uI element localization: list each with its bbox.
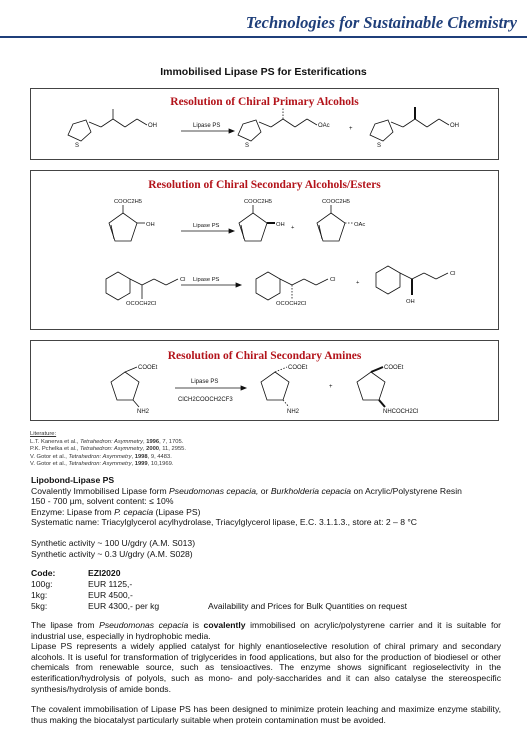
svg-text:NHCOCH2Cl: NHCOCH2Cl xyxy=(383,409,419,415)
scheme-secondary-alcohols xyxy=(30,170,499,330)
svg-text:S: S xyxy=(377,143,382,149)
page-title: Immobilised Lipase PS for Esterifications xyxy=(160,66,367,78)
product-description: Covalently Immobilised Lipase form Pseudomonas cepacia, or Burkholderia cepacia on Acrylic/Polystyrene Resin xyxy=(31,485,462,496)
scheme-title: Resolution of Chiral Primary Alcohols xyxy=(170,96,359,108)
svg-text:Lipase PS: Lipase PS xyxy=(191,379,219,385)
svg-text:OH: OH xyxy=(146,222,155,228)
svg-text:OCOCH2Cl: OCOCH2Cl xyxy=(276,301,307,307)
svg-text:Cl: Cl xyxy=(450,271,456,277)
literature-ref: L.T. Kanerva et al., Tetrahedron: Asymmetry, 1996, 7, 1705. xyxy=(30,438,184,445)
svg-text:OAc: OAc xyxy=(354,222,366,228)
product-name: Lipobond-Lipase PS xyxy=(31,475,115,485)
svg-text:COOEt: COOEt xyxy=(384,365,404,371)
bulk-note: Availability and Prices for Bulk Quantities on request xyxy=(208,601,408,611)
svg-text:OH: OH xyxy=(406,299,415,305)
scheme-title: Resolution of Chiral Secondary Amines xyxy=(167,350,362,362)
svg-text:Cl: Cl xyxy=(180,277,186,283)
svg-text:OH: OH xyxy=(276,222,285,228)
svg-text:COOEt: COOEt xyxy=(138,365,158,371)
pricing-header: Code: EZI2020 xyxy=(31,568,121,578)
literature-ref: V. Gotor et al., Tetrahedron: Asymmetry, 1999, 10,1969. xyxy=(30,461,174,468)
svg-text:OH: OH xyxy=(148,123,157,129)
scheme-primary-alcohols xyxy=(30,88,499,160)
paragraph: The covalent immobilisation of Lipase PS has been designed to minimize protein leaching and maximize enzyme stability, thus making the biocatalyst particularly suitable when protein contamination must be avoided. xyxy=(31,704,501,725)
svg-text:S: S xyxy=(75,143,80,149)
product-activity: Synthetic activity ~ 0.3 U/gdry (A.M. S028) xyxy=(31,548,193,559)
svg-text:COOEt: COOEt xyxy=(288,365,308,371)
literature-heading: Literature: xyxy=(30,431,57,437)
reaction-scheme-amines xyxy=(31,341,498,420)
svg-text:OH: OH xyxy=(450,123,459,129)
svg-text:OCOCH2Cl: OCOCH2Cl xyxy=(126,301,157,307)
reaction-scheme-primary xyxy=(31,89,498,159)
svg-text:+: + xyxy=(356,280,360,286)
product-info xyxy=(31,475,501,559)
scheme-reagent: Lipase PS xyxy=(193,123,221,129)
svg-text:OAc: OAc xyxy=(318,123,330,129)
svg-text:S: S xyxy=(245,143,250,149)
pricing-row: 5kg: EUR 4300,- per kg Availability and Prices for Bulk Quantities on request xyxy=(31,601,408,611)
reaction-scheme-secondary xyxy=(31,171,498,329)
svg-text:+: + xyxy=(349,126,353,132)
product-enzyme: Enzyme: Lipase from P. cepacia (Lipase PS) xyxy=(31,506,201,517)
svg-text:+: + xyxy=(329,384,333,390)
paragraph: Lipase PS represents a widely applied catalyst for highly enantioselective resolution of chiral primary and secondary alcohols. It is useful for transformation of triglycerides in food applications, but also for the production of biodiesel or other chemicals from renewable source, such as tensioactives. The enzyme shows significant regioselectivity in the esterification/hydrolysis of polyols, such as mono- and poly-saccharides and it can also catalyse the stereospecific synthesis/hydrolysis of amide bonds. xyxy=(31,641,501,694)
svg-text:Lipase PS: Lipase PS xyxy=(193,277,220,283)
scheme-secondary-amines xyxy=(30,340,499,421)
header-rule xyxy=(0,36,527,38)
svg-text:NH2: NH2 xyxy=(137,409,150,415)
scheme-title: Resolution of Chiral Secondary Alcohols/Esters xyxy=(148,179,381,191)
svg-text:Lipase PS: Lipase PS xyxy=(193,223,220,229)
product-systematic-name: Systematic name: Triacylglycerol acylhydrolase, Triacylglycerol lipase, E.C. 3.1.1.3., store at: 2 – 8 °C xyxy=(31,517,418,528)
svg-text:ClCH2COOCH2CF3: ClCH2COOCH2CF3 xyxy=(178,397,233,403)
description-paragraphs xyxy=(31,620,501,725)
paragraph: The lipase from Pseudomonas cepacia is covalently immobilised on acrylic/polystyrene carrier and it is suitable for industrial use, especially in hydrophobic media. xyxy=(31,620,501,641)
svg-text:NH2: NH2 xyxy=(287,409,300,415)
product-size: 150 - 700 µm, solvent content: ≤ 10% xyxy=(31,496,174,507)
svg-text:COOC2H5: COOC2H5 xyxy=(244,199,273,205)
pricing-row: 1kg: EUR 4500,- xyxy=(31,590,133,600)
svg-text:COOC2H5: COOC2H5 xyxy=(114,199,143,205)
literature xyxy=(30,431,186,469)
svg-text:COOC2H5: COOC2H5 xyxy=(322,199,351,205)
svg-text:Cl: Cl xyxy=(330,277,336,283)
pricing-row: 100g: EUR 1125,- xyxy=(31,579,133,589)
literature-ref: V. Gotor et al., Tetrahedron: Asymmetry, 1998, 9, 4483. xyxy=(30,453,172,460)
literature-ref: P.K. Pchelka et al., Tetrahedron: Asymmetry, 2000, 11, 2955. xyxy=(30,446,186,453)
header-title: Technologies for Sustainable Chemistry xyxy=(245,13,517,32)
product-activity: Synthetic activity ~ 100 U/gdry (A.M. S013) xyxy=(31,537,196,548)
svg-text:+: + xyxy=(291,225,295,231)
